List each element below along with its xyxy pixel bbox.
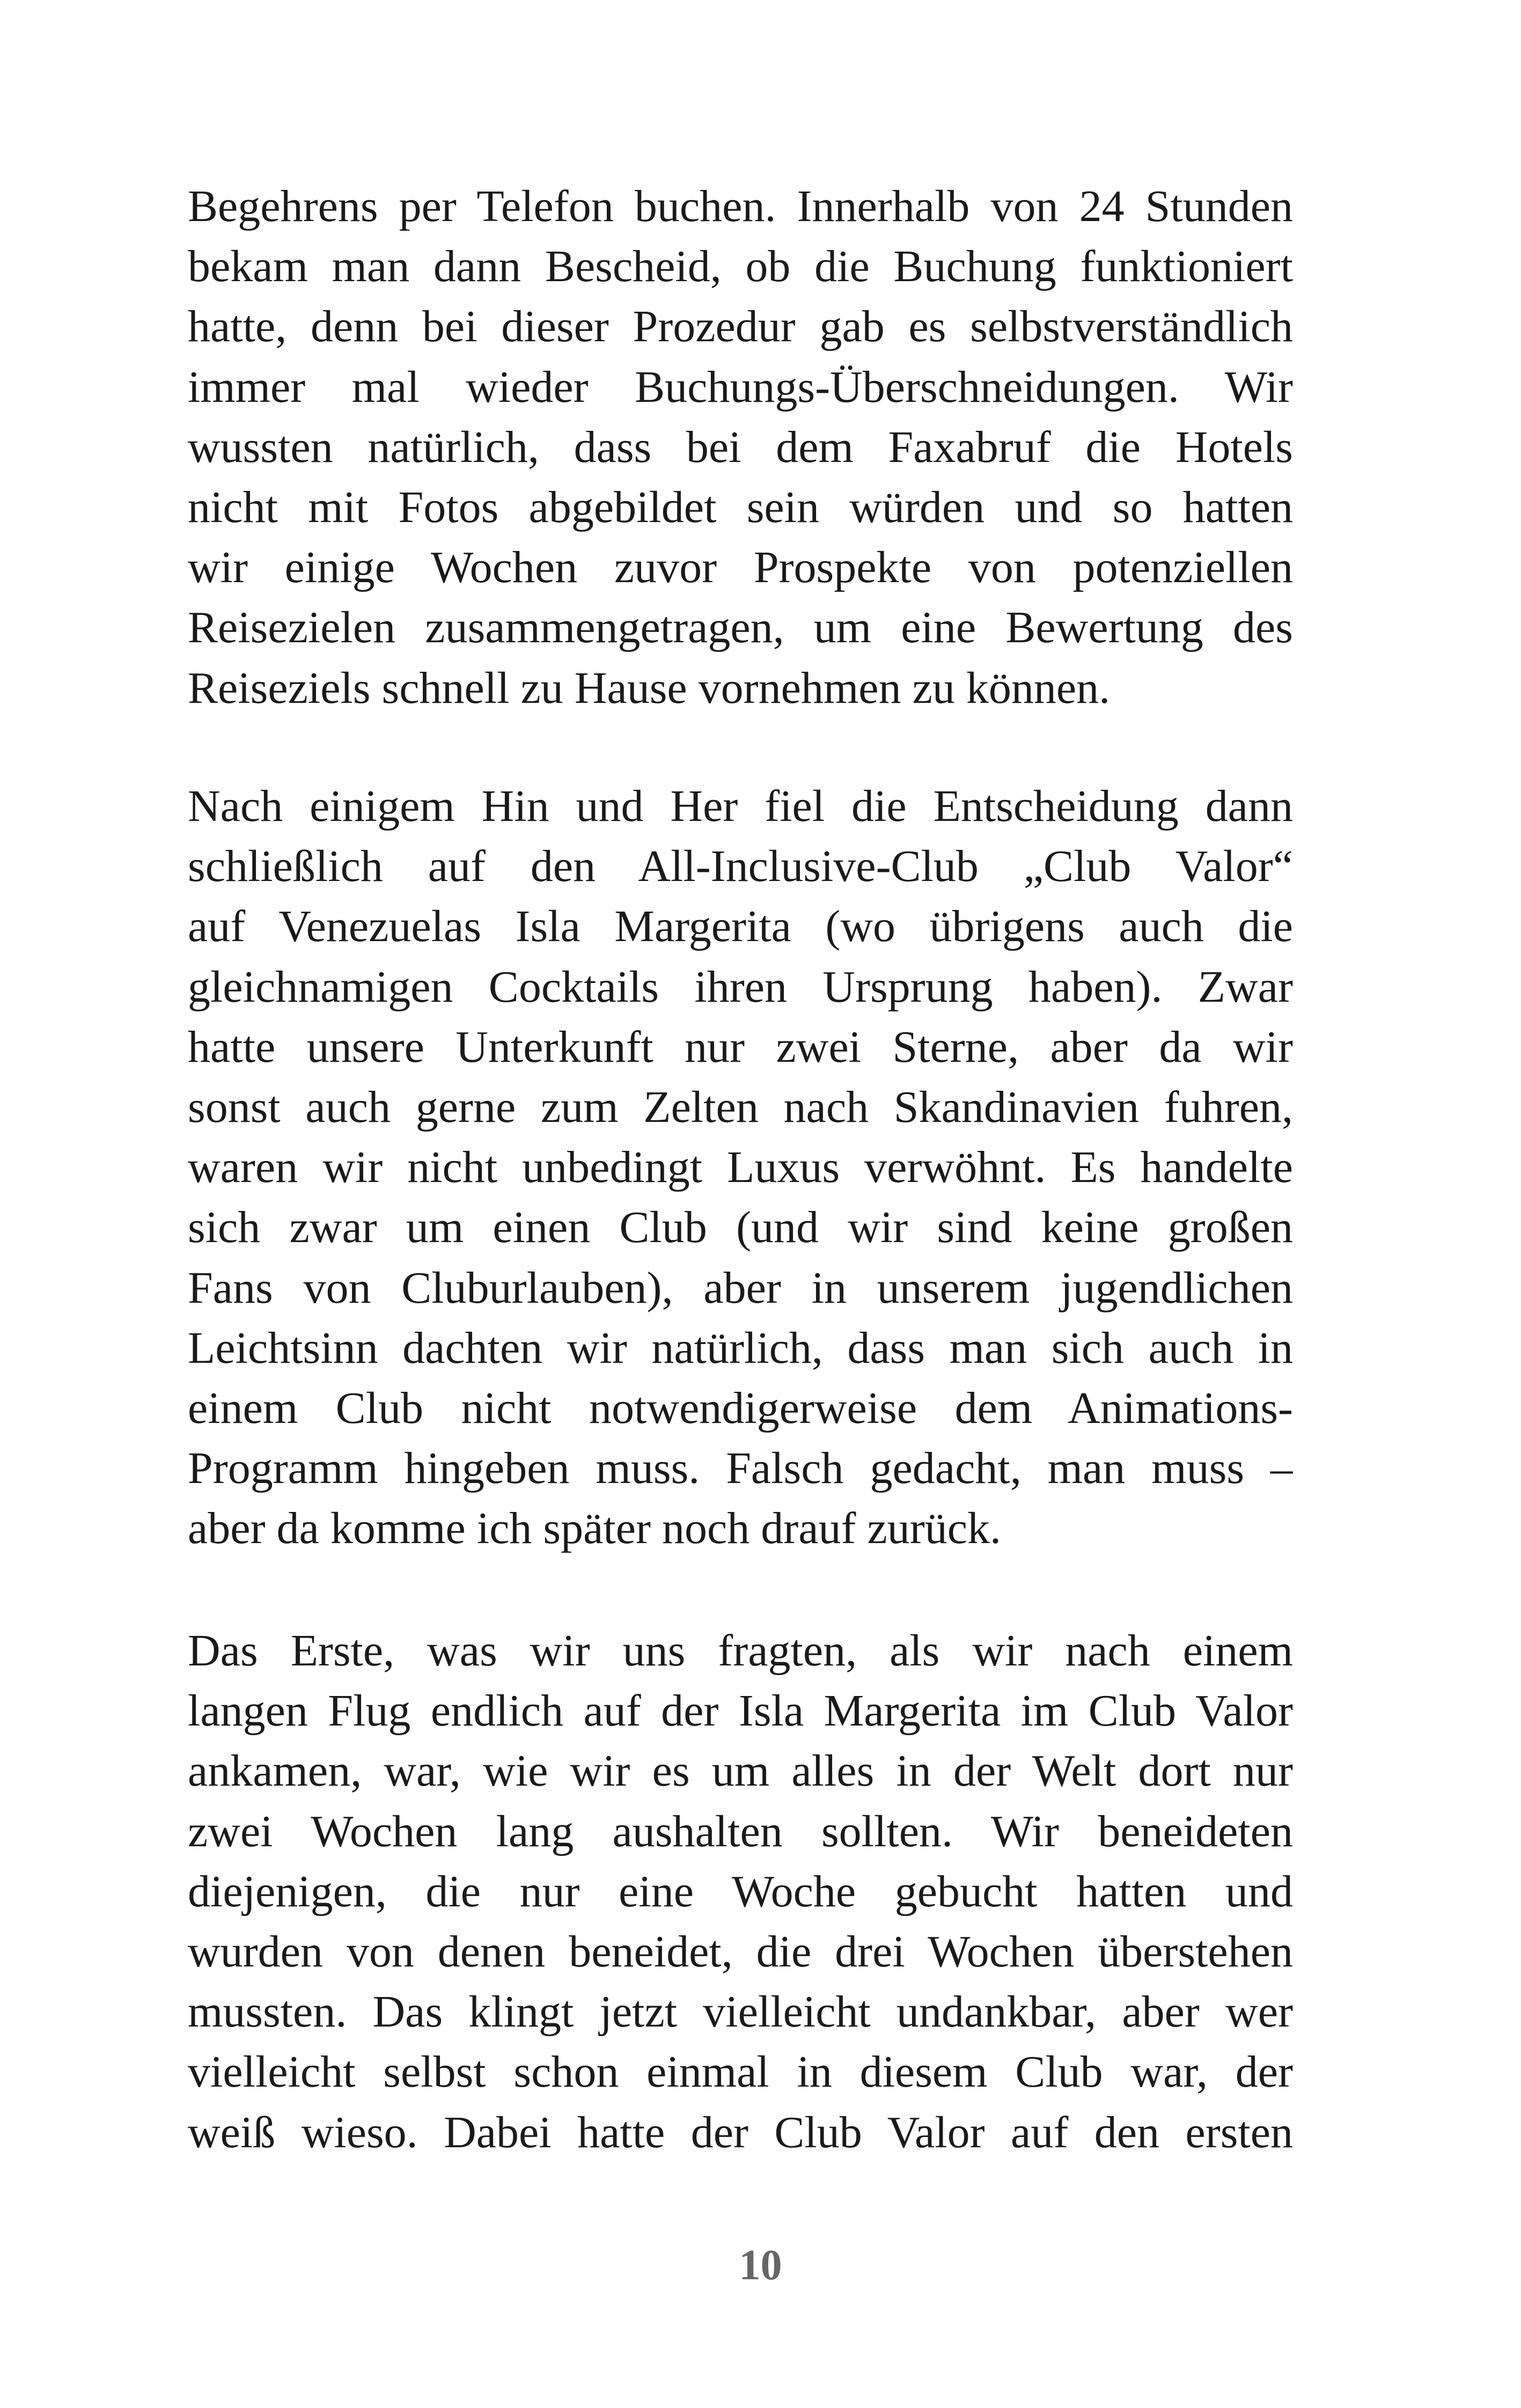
text-line: sonst auch gerne zum Zelten nach Skandinavien fuhren, <box>188 1082 1293 1132</box>
text-line: ankamen, war, wie wir es um alles in der Welt dort nur <box>188 1746 1293 1796</box>
text-line: Nach einigem Hin und Her fiel die Entscheidung dann <box>188 781 1293 831</box>
text-line: immer mal wieder Buchungs-Überschneidungen. Wir <box>188 362 1293 412</box>
text-line: Reisezielen zusammengetragen, um eine Bewertung des <box>188 603 1293 653</box>
text-line: einem Club nicht notwendigerweise dem Animations- <box>188 1383 1293 1433</box>
text-line: zwei Wochen lang aushalten sollten. Wir beneideten <box>188 1806 1293 1856</box>
text-line: Das Erste, was wir uns fragten, als wir nach einem <box>188 1626 1293 1676</box>
text-line: mussten. Das klingt jetzt vielleicht undankbar, aber wer <box>188 1987 1293 2037</box>
text-line: diejenigen, die nur eine Woche gebucht hatten und <box>188 1866 1293 1917</box>
text-line: wussten natürlich, dass bei dem Faxabruf die Hotels <box>188 422 1293 472</box>
text-line: gleichnamigen Cocktails ihren Ursprung haben). Zwar <box>188 961 1293 1012</box>
text-line: vielleicht selbst schon einmal in diesem Club war, der <box>188 2047 1293 2097</box>
text-line: nicht mit Fotos abgebildet sein würden und so hatten <box>188 482 1293 532</box>
text-line: bekam man dann Bescheid, ob die Buchung funktioniert <box>188 241 1293 292</box>
text-line: hatte, denn bei dieser Prozedur gab es selbstverständlich <box>188 302 1293 352</box>
text-line: Programm hingeben muss. Falsch gedacht, man muss – <box>188 1443 1293 1494</box>
text-line: langen Flug endlich auf der Isla Margerita im Club Valor <box>188 1686 1293 1736</box>
text-line: Reiseziels schnell zu Hause vornehmen zu können. <box>188 663 1111 713</box>
text-line: waren wir nicht unbedingt Luxus verwöhnt. Es handelte <box>188 1142 1293 1193</box>
text-line: Leichtsinn dachten wir natürlich, dass man sich auch in <box>188 1323 1293 1373</box>
text-line: Begehrens per Telefon buchen. Innerhalb von 24 Stunden <box>188 181 1293 231</box>
text-line: aber da komme ich später noch drauf zurück. <box>188 1503 1002 1554</box>
text-line: sich zwar um einen Club (und wir sind keine großen <box>188 1202 1293 1253</box>
text-line: auf Venezuelas Isla Margerita (wo übrigens auch die <box>188 901 1293 952</box>
text-line: schließlich auf den All-Inclusive-Club „Club Valor“ <box>188 841 1293 892</box>
text-line: wir einige Wochen zuvor Prospekte von potenziellen <box>188 542 1293 593</box>
paragraph <box>188 177 1293 718</box>
text-line: Fans von Cluburlauben), aber in unserem jugendlichen <box>188 1262 1293 1313</box>
text-line: hatte unsere Unterkunft nur zwei Sterne, aber da wir <box>188 1022 1293 1072</box>
paragraph <box>188 776 1293 1559</box>
page-number: 10 <box>739 2242 782 2289</box>
paragraph <box>188 1621 1293 2163</box>
text-line: wurden von denen beneidet, die drei Wochen überstehen <box>188 1926 1293 1977</box>
text-line: weiß wieso. Dabei hatte der Club Valor auf den ersten <box>188 2107 1293 2157</box>
